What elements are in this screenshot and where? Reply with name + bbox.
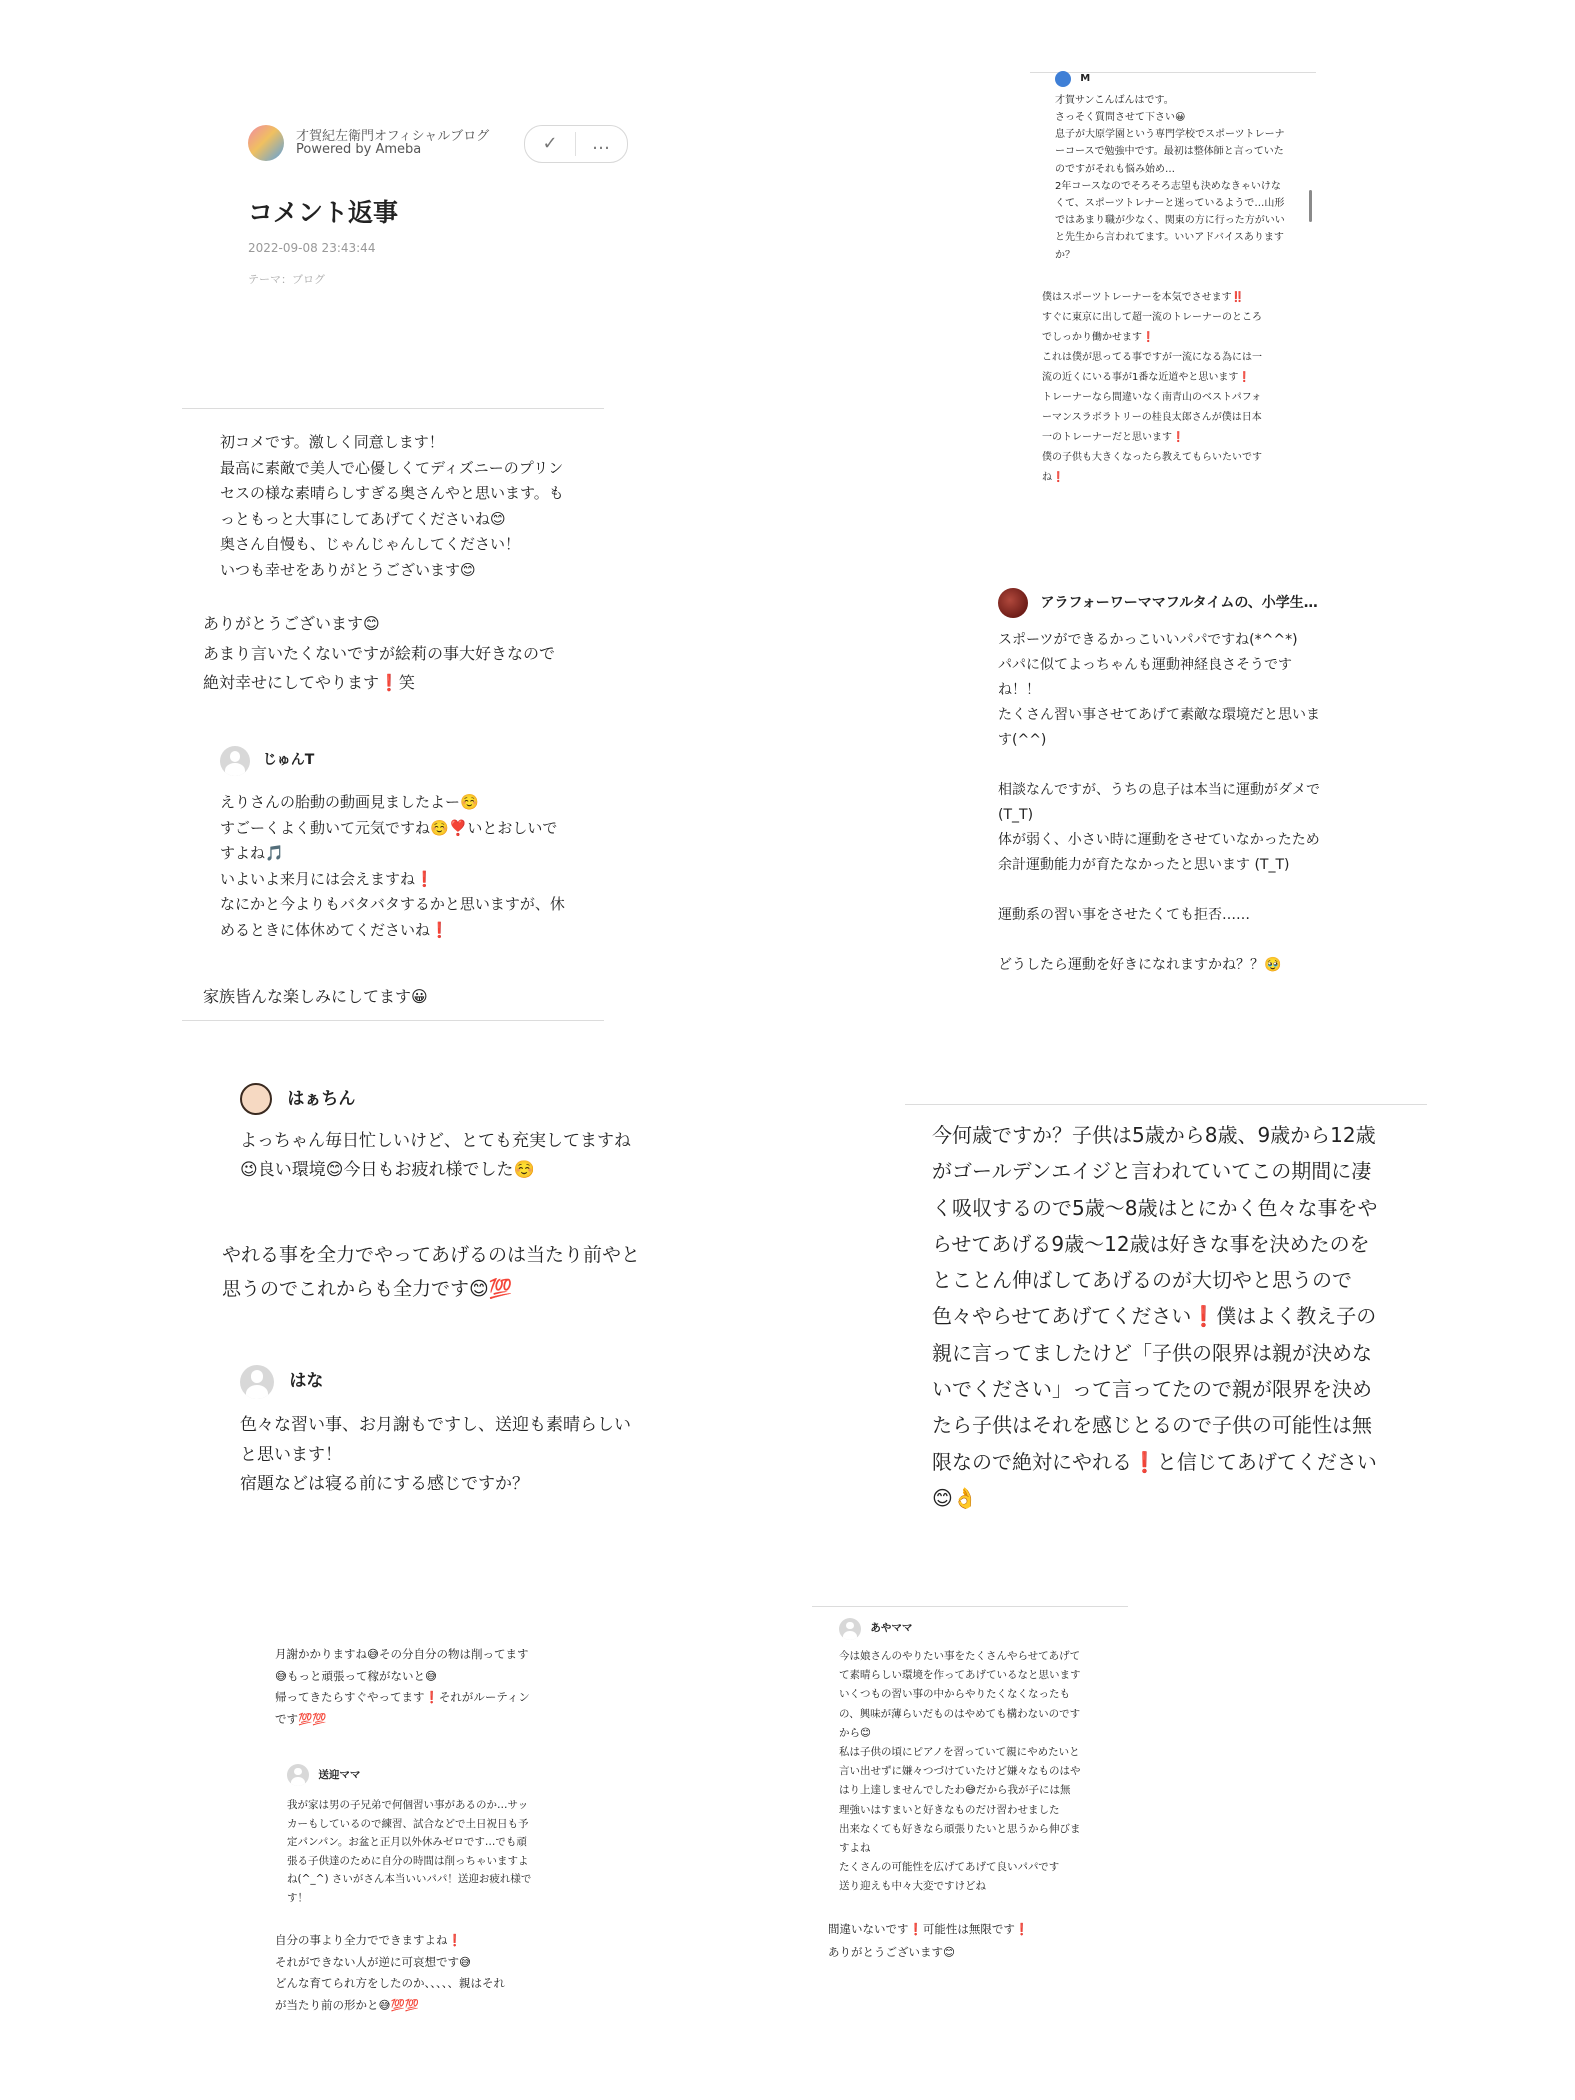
reply-line: 自分の事より全力でできますよね❗️ <box>275 1933 462 1947</box>
reply-line: これは僕が思ってる事ですが一流になる為には一 <box>1042 352 1262 363</box>
more-icon[interactable]: … <box>592 133 610 154</box>
reply-line: 帰ってきたらすぐやってます❗️それがルーティン <box>275 1690 530 1704</box>
comment-block-2 <box>220 746 565 943</box>
post-date: 2022-09-08 23:43:44 <box>248 241 376 255</box>
comment-line: 理強いはすまいと好きなものだけ習わせました <box>839 1803 1060 1816</box>
reply-line: ね❗️ <box>1042 472 1065 483</box>
comment-line: から😊 <box>839 1726 871 1739</box>
comment-line: すごーくよく動いて元気ですね☺️❣️いとおしいで <box>220 818 558 837</box>
blog-avatar[interactable] <box>248 125 284 161</box>
comment-line <box>998 928 1320 953</box>
reply-line: やれる事を全力でやってあげるのは当たり前やと <box>222 1244 641 1266</box>
comment-line <box>998 753 1320 778</box>
commenter-name[interactable]: はぁちん <box>287 1088 356 1109</box>
commenter-name[interactable]: M <box>1080 73 1091 84</box>
comment-line: カーもしているので練習、試合などで土日祝日も予 <box>287 1817 529 1830</box>
reply-line: たら子供はそれを感じとるので子供の可能性は無 <box>932 1413 1372 1438</box>
blog-action-pill <box>524 125 628 163</box>
reply-line: どんな育てられ方をしたのか、、、、、親はそれ <box>275 1976 505 1990</box>
comment-line: よっちゃん毎日忙しいけど、とても充実してますね <box>240 1131 631 1151</box>
commenter-avatar-icon[interactable] <box>998 588 1028 618</box>
comment-block-5 <box>240 1083 631 1185</box>
comment-line: 余計運動能力が育たなかったと思います (T_T) <box>998 857 1290 873</box>
divider <box>812 1606 1128 1607</box>
blog-header <box>248 125 648 295</box>
reply-line: 思うのでこれからも全力です😊💯 <box>222 1278 513 1300</box>
comment-line: 体が弱く、小さい時に運動をさせていなかったため <box>998 832 1320 848</box>
reply-line: 月謝かかりますね😅その分自分の物は削ってます <box>275 1647 529 1661</box>
reply-line: それができない人が逆に可哀想です😅 <box>275 1954 471 1969</box>
reply-line: 流の近くにいる事が1番な近道やと思います❗️ <box>1042 372 1251 383</box>
commenter-name[interactable]: はな <box>289 1371 324 1392</box>
commenter-row[interactable] <box>839 1618 1081 1640</box>
reply-line: すぐに東京に出して超一流のトレーナーのところ <box>1042 312 1262 323</box>
reply-line: ありがとうございます😊 <box>203 614 380 633</box>
reply-line: ありがとうございます😊 <box>828 1944 955 1959</box>
comment-line: (T_T) <box>998 807 1034 823</box>
comment-line: すよね🎵 <box>220 844 284 862</box>
commenter-avatar-icon[interactable] <box>1055 71 1071 87</box>
comment-block-3 <box>1055 70 1285 264</box>
reply-line: 家族皆んな楽しみにしてます😀 <box>203 987 428 1006</box>
comment-line: 運動系の習い事をさせたくても拒否…… <box>998 907 1250 923</box>
comment-block-9 <box>287 1764 531 1907</box>
reply-line: 😅もっと頑張って稼がないと😅 <box>275 1668 437 1683</box>
reply-block-1 <box>203 609 555 698</box>
check-icon[interactable]: ✓ <box>542 133 558 154</box>
comment-block-10 <box>839 1618 1081 1897</box>
comment-line: て素晴らしい環境を作ってあげているなと思います <box>839 1669 1081 1682</box>
commenter-row[interactable] <box>240 1083 631 1115</box>
comment-line: めるときに体休めてくださいね❗️ <box>220 920 449 939</box>
comment-line: 言い出せずに嫌々つづけていたけど嫌々なものはや <box>839 1765 1081 1778</box>
reply-line: 僕の子供も大きくなったら教えてもらいたいです <box>1042 452 1262 463</box>
comment-line: いくつもの習い事の中からやりたくなくなったも <box>839 1688 1070 1701</box>
reply-line: 限なので絶対にやれる❗️と信じてあげてください <box>932 1449 1377 1474</box>
default-avatar-icon[interactable] <box>240 1365 274 1399</box>
commenter-row[interactable] <box>287 1764 531 1786</box>
reply-line: が当たり前の形かと😅💯💯 <box>275 1997 420 2012</box>
commenter-row[interactable] <box>1055 70 1285 88</box>
reply-line: トレーナーなら間違いなく南青山のベストパフォ <box>1042 392 1262 403</box>
comment-line: す！ <box>287 1891 308 1904</box>
comment-line: 私は子供の頃にピアノを習っていて親にやめたいと <box>839 1746 1080 1759</box>
default-avatar-icon[interactable] <box>839 1618 861 1640</box>
comment-line: 送り迎えも中々大変ですけどね <box>839 1880 986 1893</box>
divider <box>905 1104 1427 1105</box>
comment-line: か？ <box>1055 249 1075 261</box>
commenter-name[interactable]: 送迎ママ <box>318 1768 361 1781</box>
comment-line: 初コメです。激しく同意します！ <box>220 433 444 451</box>
comment-line: 相談なんですが、うちの息子は本当に運動がダメで <box>998 782 1320 798</box>
default-avatar-icon[interactable] <box>287 1764 309 1786</box>
reply-block-5 <box>222 1238 640 1306</box>
commenter-name[interactable]: アラフォーワーママフルタイムの、小学生… <box>1040 594 1318 611</box>
powered-by-label: Powered by Ameba <box>296 142 422 157</box>
comment-line: 我が家は男の子兄弟で何個習い事があるのか…サッ <box>287 1799 529 1811</box>
commenter-avatar-icon[interactable] <box>240 1083 272 1115</box>
comment-line: ーコースで勉強中です。最初は整体師と言っていた <box>1055 146 1284 158</box>
commenter-row[interactable] <box>220 746 565 776</box>
comment-line: 宿題などは寝る前にする感じですか？ <box>240 1474 529 1494</box>
comment-line <box>998 878 1320 903</box>
comment-line: ね(^_^) さいがさん本当いいパパ！送迎お疲れ様で <box>287 1873 532 1885</box>
comment-line: パパに似てよっちゃんも運動神経良さそうです <box>998 657 1292 673</box>
comment-line: 色々な習い事、お月謝もですし、送迎も素晴らしい <box>240 1415 631 1435</box>
comment-block-4 <box>998 588 1320 978</box>
comment-line: す(^^) <box>998 732 1047 748</box>
reply-line: く吸収するので5歳〜8歳はとにかく色々な事をや <box>932 1195 1378 1220</box>
reply-block-10 <box>828 1918 1029 1963</box>
reply-line: でしっかり働かせます❗️ <box>1042 332 1155 343</box>
comment-line: スポーツができるかっこいいパパですね(*^^*) <box>998 632 1298 648</box>
comment-line: いよいよ来月には会えますね❗️ <box>220 869 434 888</box>
comment-line: ね！！ <box>998 682 1040 698</box>
comment-line: 😉良い環境😊今日もお疲れ様でした☺️ <box>240 1160 535 1180</box>
comment-line: と先生から言われてます。いいアドバイスあります <box>1055 232 1284 244</box>
comment-line: なにかと今よりもバタバタするかと思いますが、休 <box>220 895 565 913</box>
reply-block-3 <box>1042 288 1262 488</box>
commenter-row[interactable] <box>998 588 1320 618</box>
comment-body <box>220 430 564 583</box>
reply-line: 色々やらせてあげてください❗️僕はよく教え子の <box>932 1304 1377 1329</box>
comment-line: のですがそれも悩み始め… <box>1055 163 1175 175</box>
comment-line: はり上達しませんでしたわ😅だから我が子には無 <box>839 1784 1071 1797</box>
divider <box>182 408 604 409</box>
page-title: コメント返事 <box>248 198 399 227</box>
reply-block-7 <box>932 1117 1377 1516</box>
post-theme[interactable]: テーマ：ブログ <box>248 273 325 286</box>
blog-title[interactable]: 才賀紀左衛門オフィシャルブログ <box>296 129 490 144</box>
reply-block-8 <box>275 1644 530 1730</box>
reply-line: 絶対幸せにしてやります❗️笑 <box>203 673 415 692</box>
comment-block-6 <box>240 1365 631 1500</box>
comment-line: 今は娘さんのやりたい事をたくさんやらせてあげて <box>839 1650 1081 1662</box>
comment-line: 息子が大原学園という専門学校でスポーツトレーナ <box>1055 129 1285 141</box>
scrollbar[interactable] <box>1309 190 1312 222</box>
reply-line: 一のトレーナーだと思います❗️ <box>1042 432 1185 443</box>
comment-line: たくさん習い事させてあげて素敵な環境だと思いま <box>998 707 1320 723</box>
comment-line: 最高に素敵で美人で心優しくてディズニーのプリン <box>220 458 564 477</box>
reply-line: 😊👌 <box>932 1485 978 1510</box>
reply-line: 親に言ってましたけど「子供の限界は親が決めな <box>932 1340 1372 1365</box>
reply-line: がゴールデンエイジと言われていてこの期間に凄 <box>932 1159 1372 1184</box>
comment-line: 定パンパン。お盆と正月以外休みゼロです…でも頑 <box>287 1836 527 1848</box>
reply-line: あまり言いたくないですが絵莉の事大好きなので <box>203 643 556 663</box>
comment-line: 才賀サンこんばんはです。 <box>1055 94 1174 106</box>
comment-line: たくさんの可能性を広げてあげて良いパパです <box>839 1861 1060 1874</box>
comment-line: 張る子供達のために自分の時間は削っちゃいますよ <box>287 1854 529 1867</box>
reply-block-9 <box>275 1930 505 2016</box>
comment-line: っともっと大事にしてあげてくださいね😊 <box>220 509 506 528</box>
default-avatar-icon[interactable] <box>220 746 250 776</box>
comment-line: 出来なくても好きなら頑張りたいと思うから伸びま <box>839 1822 1081 1835</box>
comment-line: 2年コースなのでそろそろ志望も決めなきゃいけな <box>1055 180 1281 192</box>
comment-line: の、興味が薄らいだものはやめても構わないのです <box>839 1707 1081 1720</box>
divider <box>182 1020 604 1021</box>
reply-line: 間違いないです❗️可能性は無限です❗️ <box>828 1922 1030 1936</box>
commenter-row[interactable] <box>240 1365 631 1399</box>
comment-line: くて、スポーツトレナーと迷っているようで…山形 <box>1055 198 1285 210</box>
comment-line: と思います！ <box>240 1444 342 1465</box>
reply-line: いでください」って言ってたので親が限界を決め <box>932 1377 1372 1402</box>
reply-line: 今何歳ですか？子供は5歳から8歳、9歳から12歳 <box>932 1123 1376 1147</box>
reply-line: らせてあげる9歳〜12歳は好きな事を決めたのを <box>932 1231 1370 1256</box>
comment-line: ではあまり職が少なく、関東の方に行った方がいい <box>1055 215 1285 227</box>
comment-block-1 <box>220 430 564 583</box>
reply-line: ーマンスラボラトリーの桂良太郎さんが僕は日本 <box>1042 412 1262 423</box>
reply-block-2 <box>203 985 428 1009</box>
reply-line: です💯💯 <box>275 1711 327 1726</box>
comment-line: 奥さん自慢も、じゃんじゃんしてください！ <box>220 535 521 553</box>
reply-line: 僕はスポーツトレーナーを本気でさせます‼️ <box>1042 292 1245 303</box>
commenter-name[interactable]: あやママ <box>870 1622 913 1635</box>
comment-line: どうしたら運動を好きになれますかね？？🥹 <box>998 957 1282 973</box>
reply-line: とことん伸ばしてあげるのが大切やと思うので <box>932 1268 1352 1293</box>
comment-line: セスの様な素晴らしすぎる奥さんやと思います。も <box>220 484 564 502</box>
commenter-name[interactable]: じゅんT <box>262 752 315 769</box>
comment-line: さっそく質問させて下さい😀 <box>1055 112 1186 124</box>
comment-line: すよね <box>839 1842 871 1855</box>
comment-line: えりさんの胎動の動画見ましたよー☺️ <box>220 793 479 811</box>
comment-line: いつも幸せをありがとうございます😊 <box>220 560 476 579</box>
